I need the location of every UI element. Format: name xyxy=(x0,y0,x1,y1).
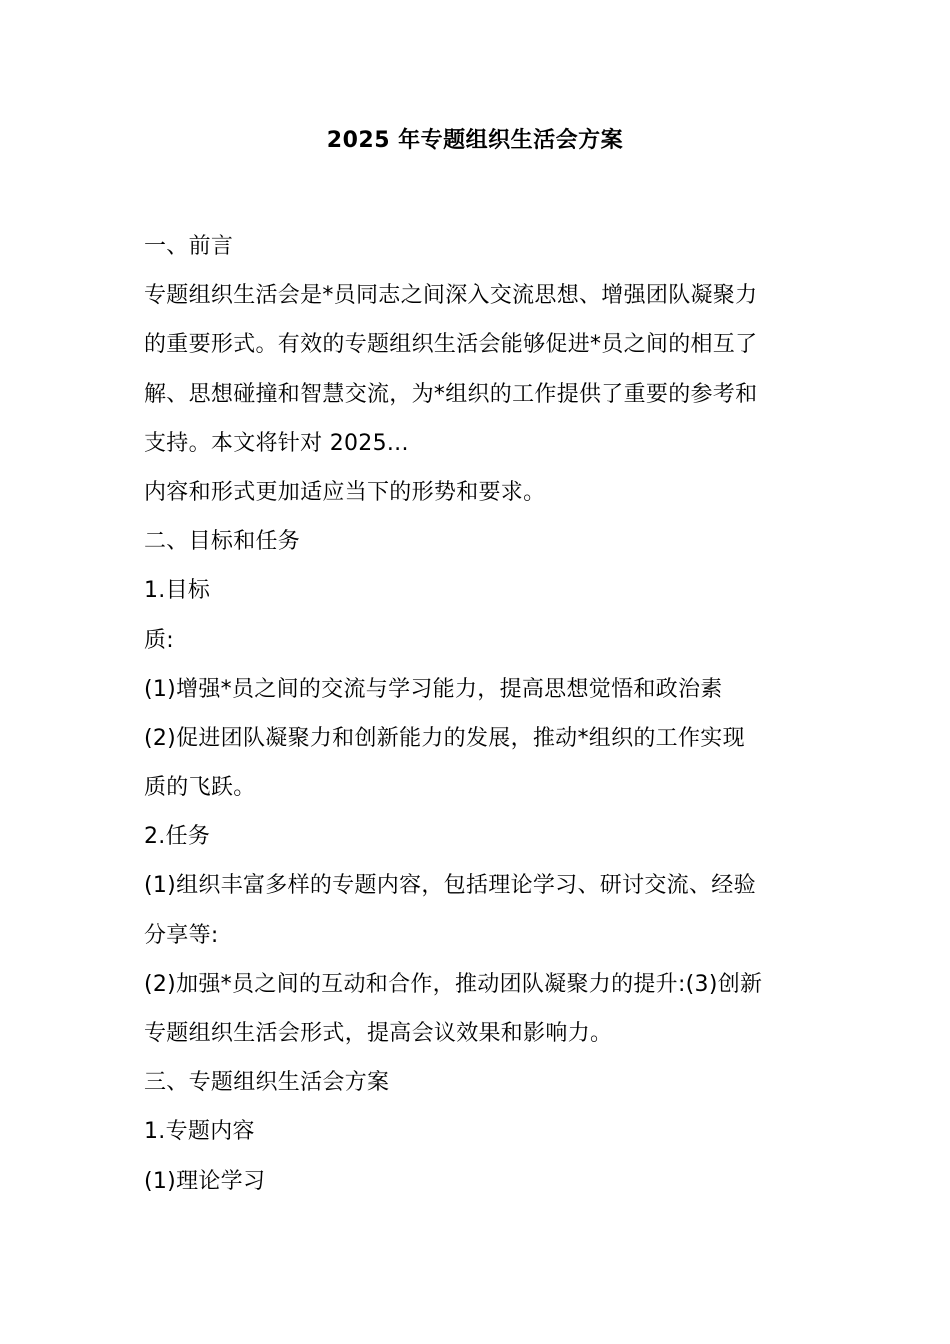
paragraph-line: 内容和形式更加适应当下的形势和要求。 xyxy=(144,479,546,505)
section-heading-preface: 一、前言 xyxy=(144,234,234,259)
list-item-line: (1)组织丰富多样的专题内容，包括理论学习、研讨交流、经验 xyxy=(144,873,756,899)
list-item-line: 分享等: xyxy=(144,922,219,948)
document-title: 2025 年专题组织生活会方案 xyxy=(326,128,624,153)
list-item-line: (2)促进团队凝聚力和创新能力的发展，推动*组织的工作实现 xyxy=(144,725,745,751)
section-heading-goals-tasks: 二、目标和任务 xyxy=(144,529,301,555)
document-body xyxy=(144,222,814,1206)
paragraph-line: 的重要形式。有效的专题组织生活会能够促进*员之间的相互了 xyxy=(144,332,758,358)
paragraph-line: 解、思想碰撞和智慧交流，为*组织的工作提供了重要的参考和 xyxy=(144,381,758,407)
subheading-goals: 1.目标 xyxy=(144,578,211,604)
list-item-line: (2)加强*员之间的互动和合作，推动团队凝聚力的提升:(3)创新 xyxy=(144,971,763,997)
section-heading-plan: 三、专题组织生活会方案 xyxy=(144,1070,390,1096)
list-item-line: (1)理论学习 xyxy=(144,1168,266,1194)
list-item-line: 质的飞跃。 xyxy=(144,775,256,801)
paragraph-line: 支持。本文将针对 2025... xyxy=(144,430,409,456)
list-item-line: 专题组织生活会形式，提高会议效果和影响力。 xyxy=(144,1021,613,1046)
subheading-tasks: 2.任务 xyxy=(144,824,211,850)
list-item-line: (1)增强*员之间的交流与学习能力，提高思想觉悟和政治素 xyxy=(144,676,723,702)
paragraph-line: 质: xyxy=(144,627,175,653)
paragraph-line: 专题组织生活会是*员同志之间深入交流思想、增强团队凝聚力 xyxy=(144,283,758,309)
subheading-topic-content: 1.专题内容 xyxy=(144,1119,255,1145)
